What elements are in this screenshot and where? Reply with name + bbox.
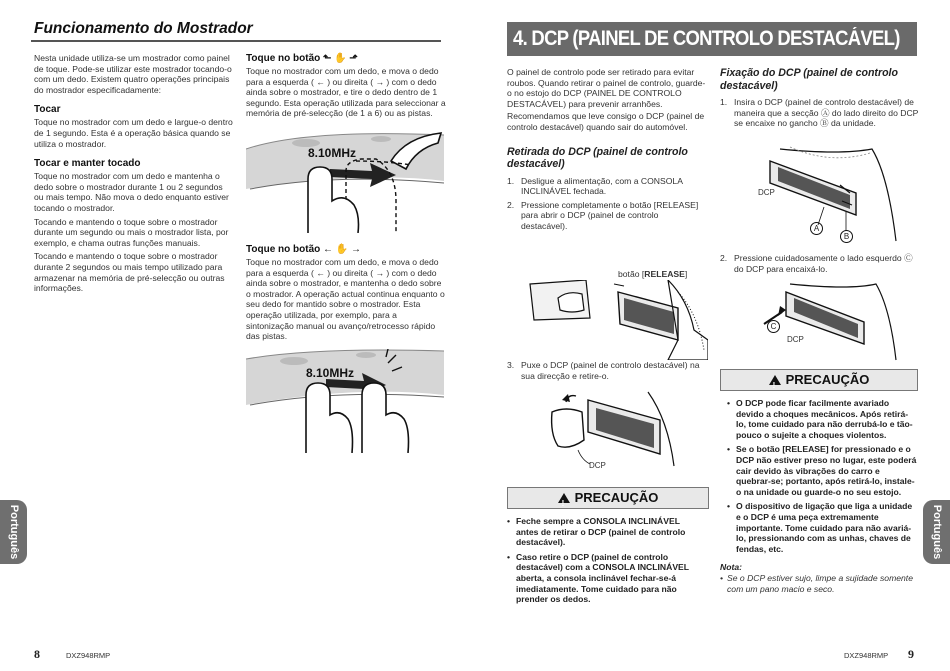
swipe-hold-icon: ← ✋ → (323, 244, 362, 255)
fixacao-heading: Fixação do DCP (painel de controlo destacável) (720, 67, 898, 92)
step-number: 3. (507, 360, 515, 370)
label-b-circle (840, 230, 853, 243)
retirada-steps (507, 176, 707, 232)
left-column (34, 53, 234, 294)
precaution-list-2 (727, 398, 917, 558)
dcp-removal-illustration (548, 390, 678, 472)
dcp-label-press: DCP (787, 335, 804, 344)
step-text: Desligue a alimentação, com a CONSOLA INCLINÁVEL fechada. (521, 175, 683, 197)
toque-botao-2-text: Toque no mostrador com um dedo, e mova o dedo para a esquerda ( ← ) ou direita ( → ) com o dedo ainda sobre o mostrador, e mantenha o dedo sobre o mostrador. A operação actual continua enquanto o seu dedo for mantido sobre o mostrador. Esta operação utilizada, por exemplo, para a sintonização manual ou avanço/retrocesso rápido das pistas. (246, 257, 445, 342)
swipe-up-icon: ⬑ ✋ ⬏ (323, 53, 358, 64)
finger-hold-illustration-2 (246, 349, 444, 453)
toque-botao-2 (246, 244, 446, 342)
step-number: 1. (507, 175, 515, 186)
step-number: 2. (507, 199, 515, 210)
step-text: Pressione completamente o botão [RELEASE] para abrir o DCP (painel de controlo destacável). (521, 199, 699, 231)
toque-botao-2-label: Toque no botão (246, 244, 321, 255)
dcp-intro-1: O painel de controlo pode ser retirado para evitar roubos. Quando retirar o painel de controlo, guarde-o no estojo do DCP (PAINEL DE CONTROLO DESTACÁVEL) para prevenir arranhões. (507, 67, 706, 109)
finger-swipe-illustration-1 (246, 131, 444, 233)
release-button-label (618, 269, 687, 280)
precaution-box-1 (507, 487, 709, 509)
tocar-text: Toque no mostrador com um dedo e largue-o dentro de 1 segundo. Esta é a operação básica quando se utiliza o mostrador. (34, 117, 233, 149)
language-tab-right-label: Português (930, 504, 943, 560)
release-label-bold: RELEASE (644, 269, 685, 279)
dcp-press-illustration (760, 282, 900, 362)
note-text: Se o DCP estiver sujo, limpe a sujidade somente com um pano macio e seco. (727, 573, 913, 594)
dcp-label-insert: DCP (758, 188, 775, 197)
toque-botao-1 (246, 53, 446, 119)
dcp-intro-2: Recomendamos que leve consigo o DCP (painel de controlo destacável) quando sair do automóvel. (507, 111, 705, 132)
fixacao-steps-cont (720, 253, 920, 274)
precaution-title-2: PRECAUÇÃO (785, 372, 870, 387)
fixacao-steps (720, 97, 920, 129)
language-tab-left-label: Português (7, 504, 20, 560)
release-label-post: ] (684, 269, 688, 279)
model-number-right: DXZ948RMP (844, 651, 889, 660)
label-a: A (813, 224, 820, 233)
toque-botao-1-heading (246, 53, 446, 64)
dcp-insert-illustration (760, 145, 900, 245)
language-tab-left (0, 500, 27, 564)
retirada-step-3 (507, 360, 707, 381)
toque-botao-1-label: Toque no botão (246, 53, 321, 64)
display-text-2: 8.10MHz (306, 366, 355, 380)
tocar-manter-text-2: Tocando e mantendo o toque sobre o mostrador durante um segundo ou mais o mostrador lista, por exemplo, e chama outras funções manuais. (34, 216, 229, 248)
step-number: 2. (720, 253, 728, 263)
page-title: Funcionamento do Mostrador (34, 20, 253, 37)
precaution-item: • O dispositivo de ligação que liga a unidade e o DCP é uma peça extremamente importante. Tome cuidado para não avariá-lo, pressionando com as unhas, chaves de fendas, etc. (727, 501, 917, 554)
warning-icon (769, 375, 781, 385)
page-number-right: 9 (908, 647, 914, 661)
toque-botao-2-heading (246, 244, 446, 255)
fixacao-step-2-wrap (720, 253, 920, 274)
precaution-title-1: PRECAUÇÃO (574, 490, 659, 505)
title-rule (31, 40, 441, 42)
right-col-a (507, 67, 707, 232)
precaution-item: • O DCP pode ficar facilmente avariado devido a choques mecânicos. Após retirá-lo, tome cuidado para não derrubá-lo e tão-pouco o sujeite a choques violentos. (727, 398, 917, 440)
note (720, 562, 920, 594)
label-a-circle (810, 222, 823, 235)
warning-icon (558, 493, 570, 503)
fixacao-step-1 (720, 97, 920, 129)
step-text: Insira o DCP (painel de controlo destacável) de maneira que a secção Ⓐ do lado direito do DCP se encaixe no gancho Ⓑ da unidade. (734, 97, 919, 129)
label-c-circle (767, 320, 780, 333)
toque-botao-1-text: Toque no mostrador com um dedo, e mova o dedo para a esquerda ( ← ) ou direita ( → ) com o dedo ainda sobre o mostrador, e tire o dedo dentro de 1 segundo. Esta operação utilizada para seleccionar a memória de pré-selecção (de 1 a 6) ou as pistas. (246, 66, 446, 119)
retirada-heading: Retirada do DCP (painel de controlo destacável) (507, 145, 688, 171)
step-number: 1. (720, 97, 728, 107)
intro-text: Nesta unidade utiliza-se um mostrador como painel de toque. Pode-se utilizar este mostrador tocando-o com um dedo. Existem quatro operações principais do mostrador especificadamente: (34, 53, 232, 95)
label-b: B (843, 232, 850, 241)
note-body: • Se o DCP estiver sujo, limpe a sujidade somente com um pano macio e seco. (720, 573, 913, 594)
precaution-item: • Caso retire o DCP (painel de controlo destacável) com a CONSOLA INCLINÁVEL aberta, a consola inclinável fechar-se-á imediatamente. Tome cuidado para não prender os dedos. (507, 552, 702, 605)
section-banner-title: 4. DCP (PAINEL DE CONTROLO DESTACÁVEL) (513, 27, 900, 50)
retirada-step-2 (507, 200, 707, 232)
retirada-step-3-wrap (507, 360, 707, 381)
retirada-step-1 (507, 176, 707, 197)
tocar-manter-text-1: Toque no mostrador com um dedo e mantenha o dedo sobre o mostrador durante 1 ou 2 segundos ou mais tempo. Não mova o dedo enquanto estiver tocando o mostrador. (34, 171, 229, 213)
precaution-item: • Se o botão [RELEASE] for pressionado e o DCP não estiver preso no lugar, este poderá cair devido às vibrações do carro e quebrar-se; portanto, após retirá-lo, instale-o na unidade ou guarde-o no seu estojo. (727, 444, 917, 497)
precaution-list-1 (507, 516, 702, 609)
precaution-item: • Feche sempre a CONSOLA INCLINÁVEL antes de retirar o DCP (painel de controlo destacável). (507, 516, 702, 548)
tocar-manter-text-3: Tocando e mantendo o toque sobre o mostrador durante 2 segundos ou mais tempo utilizado para armazenar na memória de pré-selecção ou outras informações. (34, 251, 225, 294)
note-heading: Nota: (720, 562, 742, 572)
model-number-left: DXZ948RMP (66, 651, 111, 660)
step-text: Pressione cuidadosamente o lado esquerdo Ⓒ do DCP para encaixá-lo. (734, 253, 913, 274)
right-col-b (720, 67, 920, 129)
page-number-left: 8 (34, 647, 40, 661)
release-label-pre: botão [ (618, 269, 645, 279)
display-text: 8.10MHz (308, 146, 357, 160)
step-text: Puxe o DCP (painel de controlo destacável) na sua direcção e retire-o. (521, 360, 700, 381)
retirada-steps-cont (507, 360, 707, 381)
tocar-heading: Tocar (34, 104, 61, 116)
dcp-label-removal: DCP (589, 461, 606, 470)
fixacao-step-2 (720, 253, 920, 274)
tocar-manter-heading: Tocar e manter tocado (34, 158, 141, 170)
section-banner (507, 22, 917, 56)
release-button-illustration (528, 280, 708, 360)
label-c: C (770, 322, 777, 331)
language-tab-right (923, 500, 950, 564)
precaution-box-2 (720, 369, 918, 391)
